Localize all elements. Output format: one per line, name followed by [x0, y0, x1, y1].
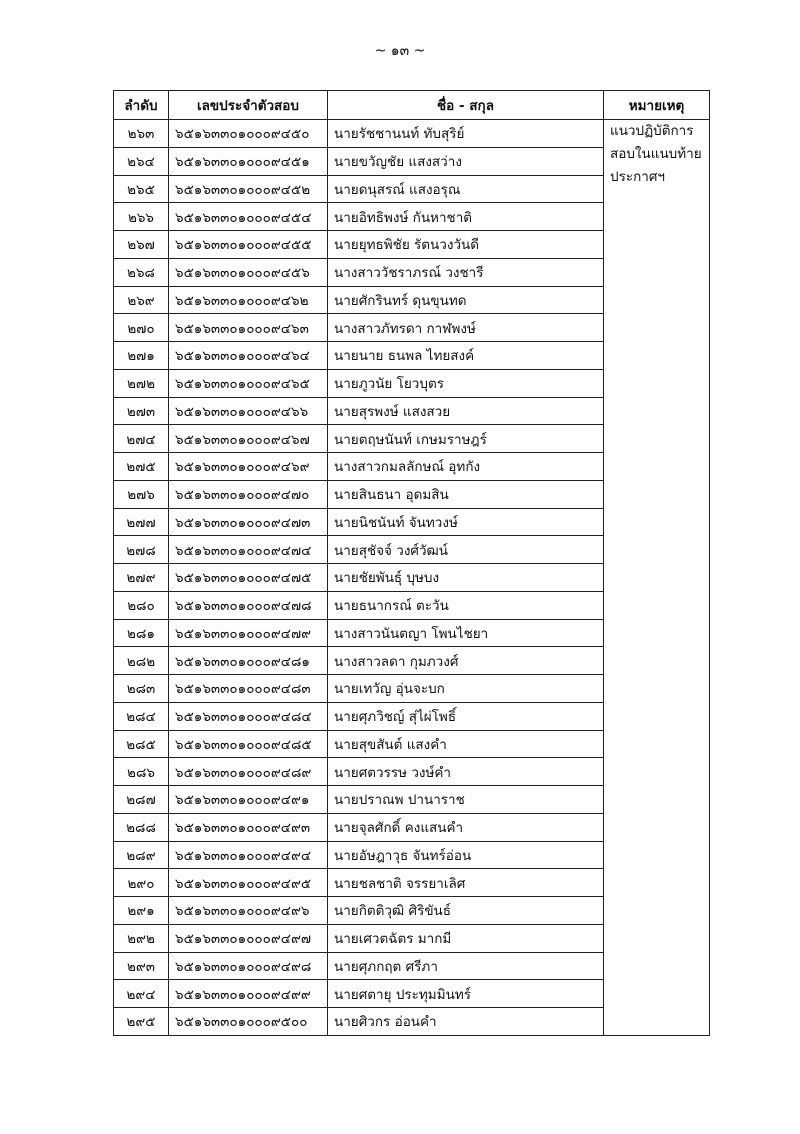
cell-name: นายอิทธิพงษ์ กันหาชาติ [328, 203, 604, 231]
cell-name: นายศักรินทร์ ดุนขุนทด [328, 286, 604, 314]
cell-exam-id: ๖๕๑๖๓๓๐๑๐๐๐๙๔๕๔ [169, 203, 328, 231]
cell-name: นายสินธนา อุดมสิน [328, 480, 604, 508]
cell-exam-id: ๖๕๑๖๓๓๐๑๐๐๐๙๔๖๓ [169, 314, 328, 342]
cell-seq: ๒๖๖ [114, 203, 169, 231]
cell-seq: ๒๖๘ [114, 258, 169, 286]
cell-exam-id: ๖๕๑๖๓๓๐๑๐๐๐๙๔๗๔ [169, 536, 328, 564]
cell-exam-id: ๖๕๑๖๓๓๐๑๐๐๐๙๔๙๓ [169, 813, 328, 841]
cell-exam-id: ๖๕๑๖๓๓๐๑๐๐๐๙๔๕๕ [169, 231, 328, 259]
cell-exam-id: ๖๕๑๖๓๓๐๑๐๐๐๙๔๗๕ [169, 564, 328, 592]
cell-name: นางสาวนันตญา โพนไชยา [328, 619, 604, 647]
cell-seq: ๒๗๓ [114, 397, 169, 425]
cell-seq: ๒๙๕ [114, 1008, 169, 1036]
remark-line: ประกาศฯ [610, 169, 665, 185]
cell-name: นายสุรพงษ์ แสงสวย [328, 397, 604, 425]
cell-seq: ๒๖๔ [114, 147, 169, 175]
header-name: ชื่อ - สกุล [328, 91, 604, 120]
cell-seq: ๒๗๕ [114, 453, 169, 481]
cell-name: นางสาวภัทรดา กาฬพงษ์ [328, 314, 604, 342]
cell-exam-id: ๖๕๑๖๓๓๐๑๐๐๐๙๔๖๙ [169, 453, 328, 481]
cell-seq: ๒๘๐ [114, 591, 169, 619]
cell-exam-id: ๖๕๑๖๓๓๐๑๐๐๐๙๕๐๐ [169, 1008, 328, 1036]
cell-seq: ๒๘๒ [114, 647, 169, 675]
cell-name: นายขวัญชัย แสงสว่าง [328, 147, 604, 175]
cell-exam-id: ๖๕๑๖๓๓๐๑๐๐๐๙๔๖๕ [169, 369, 328, 397]
cell-name: นายสุชัจจ์ วงศ์วัฒน์ [328, 536, 604, 564]
cell-name: นายธนากรณ์ ตะวัน [328, 591, 604, 619]
cell-exam-id: ๖๕๑๖๓๓๐๑๐๐๐๙๔๙๗ [169, 924, 328, 952]
cell-name: นายปราณพ ปานาราช [328, 786, 604, 814]
cell-exam-id: ๖๕๑๖๓๓๐๑๐๐๐๙๔๗๐ [169, 480, 328, 508]
cell-name: นายอัษฎาวุธ จันทร์อ่อน [328, 841, 604, 869]
cell-exam-id: ๖๕๑๖๓๓๐๑๐๐๐๙๔๖๖ [169, 397, 328, 425]
cell-exam-id: ๖๕๑๖๓๓๐๑๐๐๐๙๔๘๙ [169, 758, 328, 786]
table-body [114, 120, 710, 1036]
candidate-table [113, 90, 710, 1036]
cell-name: นางสาวกมลลักษณ์ อุทกัง [328, 453, 604, 481]
cell-exam-id: ๖๕๑๖๓๓๐๑๐๐๐๙๔๙๙ [169, 980, 328, 1008]
cell-seq: ๒๘๘ [114, 813, 169, 841]
cell-name: นายกิตติวุฒิ ศิริขันธ์ [328, 897, 604, 925]
cell-remark [604, 120, 710, 1036]
cell-name: นายชลชาติ จรรยาเลิศ [328, 869, 604, 897]
cell-seq: ๒๙๔ [114, 980, 169, 1008]
cell-seq: ๒๖๙ [114, 286, 169, 314]
cell-name: นายดนุสรณ์ แสงอรุณ [328, 175, 604, 203]
cell-exam-id: ๖๕๑๖๓๓๐๑๐๐๐๙๔๖๗ [169, 425, 328, 453]
cell-seq: ๒๘๗ [114, 786, 169, 814]
cell-seq: ๒๗๒ [114, 369, 169, 397]
cell-name: นายศุภวิชญ์ สุ่ไผ่โพธิ์ [328, 702, 604, 730]
header-seq: ลำดับ [114, 91, 169, 120]
cell-exam-id: ๖๕๑๖๓๓๐๑๐๐๐๙๔๙๔ [169, 841, 328, 869]
cell-seq: ๒๘๑ [114, 619, 169, 647]
header-remark: หมายเหตุ [604, 91, 710, 120]
cell-exam-id: ๖๕๑๖๓๓๐๑๐๐๐๙๔๘๔ [169, 702, 328, 730]
cell-seq: ๒๘๔ [114, 702, 169, 730]
cell-name: นายตฤษนันท์ เกษมราษฎร์ [328, 425, 604, 453]
cell-name: นายเทวัญ อุ่นจะบก [328, 675, 604, 703]
cell-name: นายนิชนันท์ จันทวงษ์ [328, 508, 604, 536]
cell-exam-id: ๖๕๑๖๓๓๐๑๐๐๐๙๔๘๓ [169, 675, 328, 703]
cell-seq: ๒๗๙ [114, 564, 169, 592]
cell-seq: ๒๘๙ [114, 841, 169, 869]
cell-exam-id: ๖๕๑๖๓๓๐๑๐๐๐๙๔๘๑ [169, 647, 328, 675]
cell-seq: ๒๗๔ [114, 425, 169, 453]
page-number: ~ ๑๓ ~ [374, 43, 426, 59]
cell-exam-id: ๖๕๑๖๓๓๐๑๐๐๐๙๔๕๒ [169, 175, 328, 203]
cell-seq: ๒๗๗ [114, 508, 169, 536]
cell-exam-id: ๖๕๑๖๓๓๐๑๐๐๐๙๔๙๘ [169, 952, 328, 980]
cell-name: นายศุภกฤต ศรีภา [328, 952, 604, 980]
cell-exam-id: ๖๕๑๖๓๓๐๑๐๐๐๙๔๖๔ [169, 342, 328, 370]
cell-name: นายจุลศักดิ์ คงแสนคำ [328, 813, 604, 841]
cell-name: นายยุทธพิชัย รัตนวงวันดี [328, 231, 604, 259]
cell-exam-id: ๖๕๑๖๓๓๐๑๐๐๐๙๔๕๖ [169, 258, 328, 286]
cell-seq: ๒๘๕ [114, 730, 169, 758]
cell-seq: ๒๘๓ [114, 675, 169, 703]
cell-seq: ๒๙๐ [114, 869, 169, 897]
cell-seq: ๒๙๓ [114, 952, 169, 980]
cell-name: นางสาววัชราภรณ์ วงชารี [328, 258, 604, 286]
cell-name: นายเศวตฉัตร มากมี [328, 924, 604, 952]
cell-exam-id: ๖๕๑๖๓๓๐๑๐๐๐๙๔๗๓ [169, 508, 328, 536]
header-exam-id: เลขประจำตัวสอบ [169, 91, 328, 120]
table-header-row [114, 91, 710, 120]
cell-name: นายนาย ธนพล ไทยสงค์ [328, 342, 604, 370]
cell-name: นายชัยพันธุ์ บุษบง [328, 564, 604, 592]
cell-seq: ๒๗๘ [114, 536, 169, 564]
cell-seq: ๒๙๒ [114, 924, 169, 952]
cell-seq: ๒๘๖ [114, 758, 169, 786]
cell-name: นายศิวกร อ่อนคำ [328, 1008, 604, 1036]
cell-name: นายสุขสันต์ แสงคำ [328, 730, 604, 758]
cell-exam-id: ๖๕๑๖๓๓๐๑๐๐๐๙๔๗๘ [169, 591, 328, 619]
cell-name: นายรัชชานนท์ ทับสุริย์ [328, 120, 604, 148]
cell-exam-id: ๖๕๑๖๓๓๐๑๐๐๐๙๔๙๑ [169, 786, 328, 814]
cell-seq: ๒๖๓ [114, 120, 169, 148]
table-row [114, 120, 710, 148]
remark-line: สอบในแนบท้าย [610, 146, 702, 162]
cell-name: นายภูวนัย โยวบุตร [328, 369, 604, 397]
cell-exam-id: ๖๕๑๖๓๓๐๑๐๐๐๙๔๙๕ [169, 869, 328, 897]
cell-seq: ๒๖๗ [114, 231, 169, 259]
cell-seq: ๒๗๖ [114, 480, 169, 508]
cell-seq: ๒๗๐ [114, 314, 169, 342]
cell-seq: ๒๗๑ [114, 342, 169, 370]
cell-exam-id: ๖๕๑๖๓๓๐๑๐๐๐๙๔๙๖ [169, 897, 328, 925]
cell-name: นายศตวรรษ วงษ์คำ [328, 758, 604, 786]
cell-exam-id: ๖๕๑๖๓๓๐๑๐๐๐๙๔๗๙ [169, 619, 328, 647]
cell-exam-id: ๖๕๑๖๓๓๐๑๐๐๐๙๔๕๐ [169, 120, 328, 148]
cell-name: นายศตายุ ประทุมมินทร์ [328, 980, 604, 1008]
cell-name: นางสาวลดา กุมภวงศ์ [328, 647, 604, 675]
cell-seq: ๒๙๑ [114, 897, 169, 925]
cell-seq: ๒๖๕ [114, 175, 169, 203]
remark-line: แนวปฏิบัติการ [610, 123, 694, 139]
cell-exam-id: ๖๕๑๖๓๓๐๑๐๐๐๙๔๖๒ [169, 286, 328, 314]
cell-exam-id: ๖๕๑๖๓๓๐๑๐๐๐๙๔๘๕ [169, 730, 328, 758]
cell-exam-id: ๖๕๑๖๓๓๐๑๐๐๐๙๔๕๑ [169, 147, 328, 175]
